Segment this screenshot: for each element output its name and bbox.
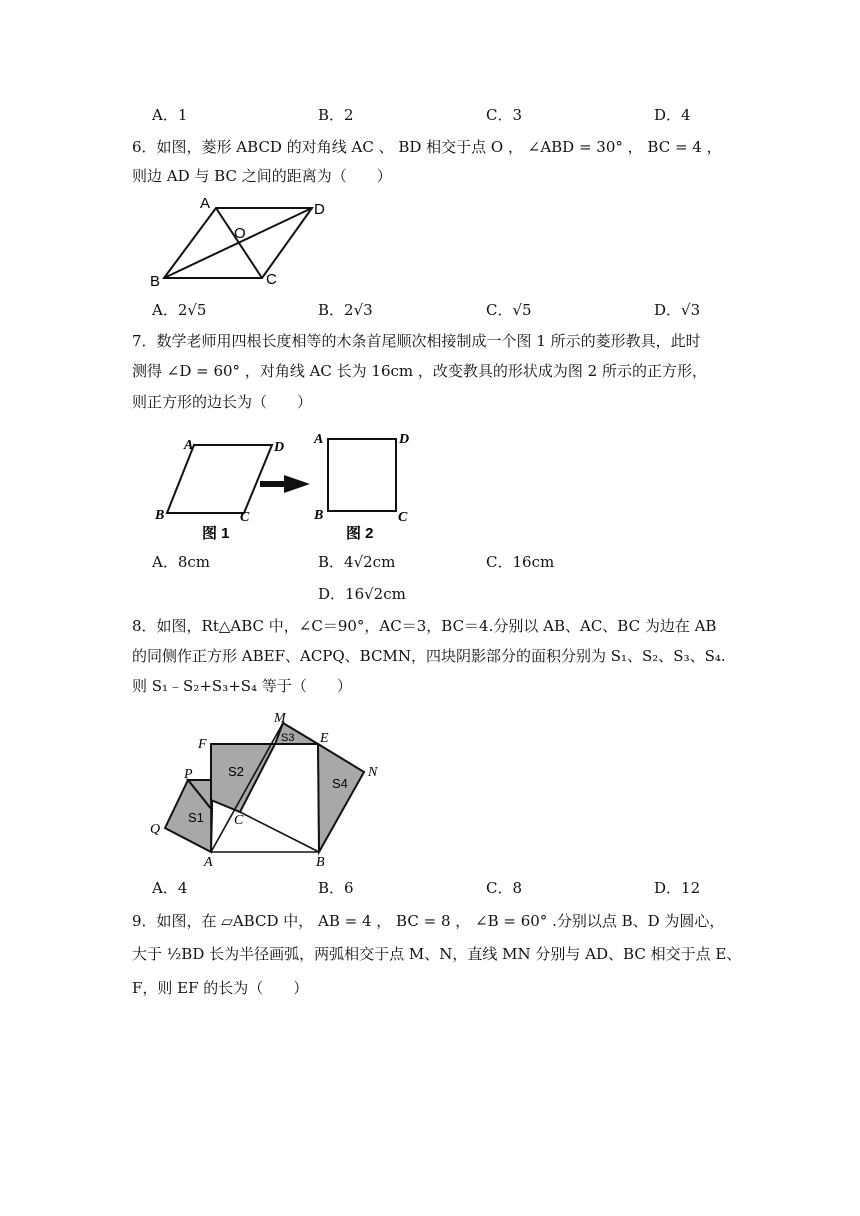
q6-stem-line1: 6．如图，菱形 ABCD 的对角线 AC 、 BD 相交于点 O ， ∠ABD = 30° ， BC = 4 ， <box>132 138 722 156</box>
q6-label-a: A <box>200 195 211 212</box>
q7-option-d[interactable]: D．16√2cm <box>318 585 406 603</box>
q6-figure <box>140 192 340 292</box>
q7-stem-line2: 测得 ∠D = 60° ，对角线 AC 长为 16cm ，改变教具的形状成为图 2 所示的正方形， <box>132 362 707 380</box>
q8-stem-line1: 8．如图，Rt△ABC 中，∠C＝90°，AC＝3，BC＝4.分别以 AB、AC、BC 为边在 AB <box>132 617 717 635</box>
q8-option-c[interactable]: C．8 <box>486 879 523 897</box>
q8-label-s4: S4 <box>332 776 348 791</box>
q9-stem-line3: F，则 EF 的长为（ ） <box>132 979 309 997</box>
q6-label-b: B <box>150 273 161 290</box>
q8-option-d[interactable]: D．12 <box>654 879 701 897</box>
q6-option-d[interactable]: D．√3 <box>654 301 701 319</box>
q7-stem-line3: 则正方形的边长为（ ） <box>132 393 313 411</box>
q8-label-e: E <box>320 731 329 746</box>
q7-fig1-label-b: B <box>155 508 165 523</box>
q7-stem-line1: 7．数学老师用四根长度相等的木条首尾顺次相接制成一个图 1 所示的菱形教具，此时 <box>132 332 701 350</box>
q6-option-c[interactable]: C．√5 <box>486 301 532 319</box>
q7-option-c[interactable]: C．16cm <box>486 553 555 571</box>
q8-label-b: B <box>316 855 325 870</box>
q8-stem-line2: 的同侧作正方形 ABEF、ACPQ、BCMN，四块阴影部分的面积分别为 S₁、S₂、S₃、S₄. <box>132 647 726 665</box>
q8-label-c: C <box>234 813 244 828</box>
q8-label-p: P <box>184 767 193 782</box>
q7-option-b[interactable]: B．4√2cm <box>318 553 396 571</box>
q7-fig1-label-d: D <box>274 440 285 455</box>
q6-label-c: C <box>266 271 277 288</box>
q8-label-f: F <box>198 737 207 752</box>
q7-fig1-label-c: C <box>240 510 250 525</box>
q8-label-a: A <box>204 855 213 870</box>
q6-option-b[interactable]: B．2√3 <box>318 301 373 319</box>
q8-option-a[interactable]: A．4 <box>152 879 188 897</box>
q7-fig1-label-a: A <box>184 438 194 453</box>
q5-option-b[interactable]: B．2 <box>318 106 354 124</box>
q5-option-a[interactable]: A．1 <box>152 106 188 124</box>
q5-option-d[interactable]: D．4 <box>654 106 691 124</box>
q7-fig2-label-c: C <box>398 510 408 525</box>
q8-label-m: M <box>274 711 286 726</box>
q8-label-n: N <box>368 765 378 780</box>
q7-fig2-square <box>328 439 396 511</box>
q5-option-c[interactable]: C．3 <box>486 106 523 124</box>
q6-diagonal-bd <box>164 208 312 278</box>
q7-fig2-label-a: A <box>314 432 324 447</box>
q7-fig1-rhombus <box>167 445 272 513</box>
q9-stem-line1: 9．如图，在 ▱ABCD 中， AB = 4 ， BC = 8 ， ∠B = 60° .分别以点 B、D 为圆心， <box>132 912 725 930</box>
q8-shade-s4 <box>318 744 364 852</box>
q7-fig2-label-d: D <box>399 432 410 447</box>
q7-fig1-caption: 图 1 <box>202 525 230 542</box>
q8-label-s1: S1 <box>188 810 204 825</box>
q6-label-d: D <box>314 201 325 218</box>
q7-fig2-label-b: B <box>314 508 324 523</box>
q8-side-bc <box>240 812 319 852</box>
q6-stem-line2: 则边 AD 与 BC 之间的距离为（ ） <box>132 167 392 185</box>
q6-label-o: O <box>234 225 246 242</box>
q8-stem-line3: 则 S₁﹣S₂+S₃+S₄ 等于（ ） <box>132 677 352 695</box>
q8-option-b[interactable]: B．6 <box>318 879 354 897</box>
q7-option-a[interactable]: A．8cm <box>152 553 211 571</box>
arrow-right-icon <box>260 475 310 493</box>
q9-stem-line2: 大于 ½BD 长为半径画弧，两弧相交于点 M、N，直线 MN 分别与 AD、BC 相交于点 E、 <box>132 945 742 963</box>
q8-label-s3: S3 <box>281 732 295 744</box>
q8-label-q: Q <box>150 822 161 837</box>
q8-label-s2: S2 <box>228 764 244 779</box>
q7-fig2-caption: 图 2 <box>346 525 374 542</box>
q8-figure <box>140 700 400 872</box>
q6-option-a[interactable]: A．2√5 <box>152 301 207 319</box>
q7-figure <box>150 425 420 543</box>
